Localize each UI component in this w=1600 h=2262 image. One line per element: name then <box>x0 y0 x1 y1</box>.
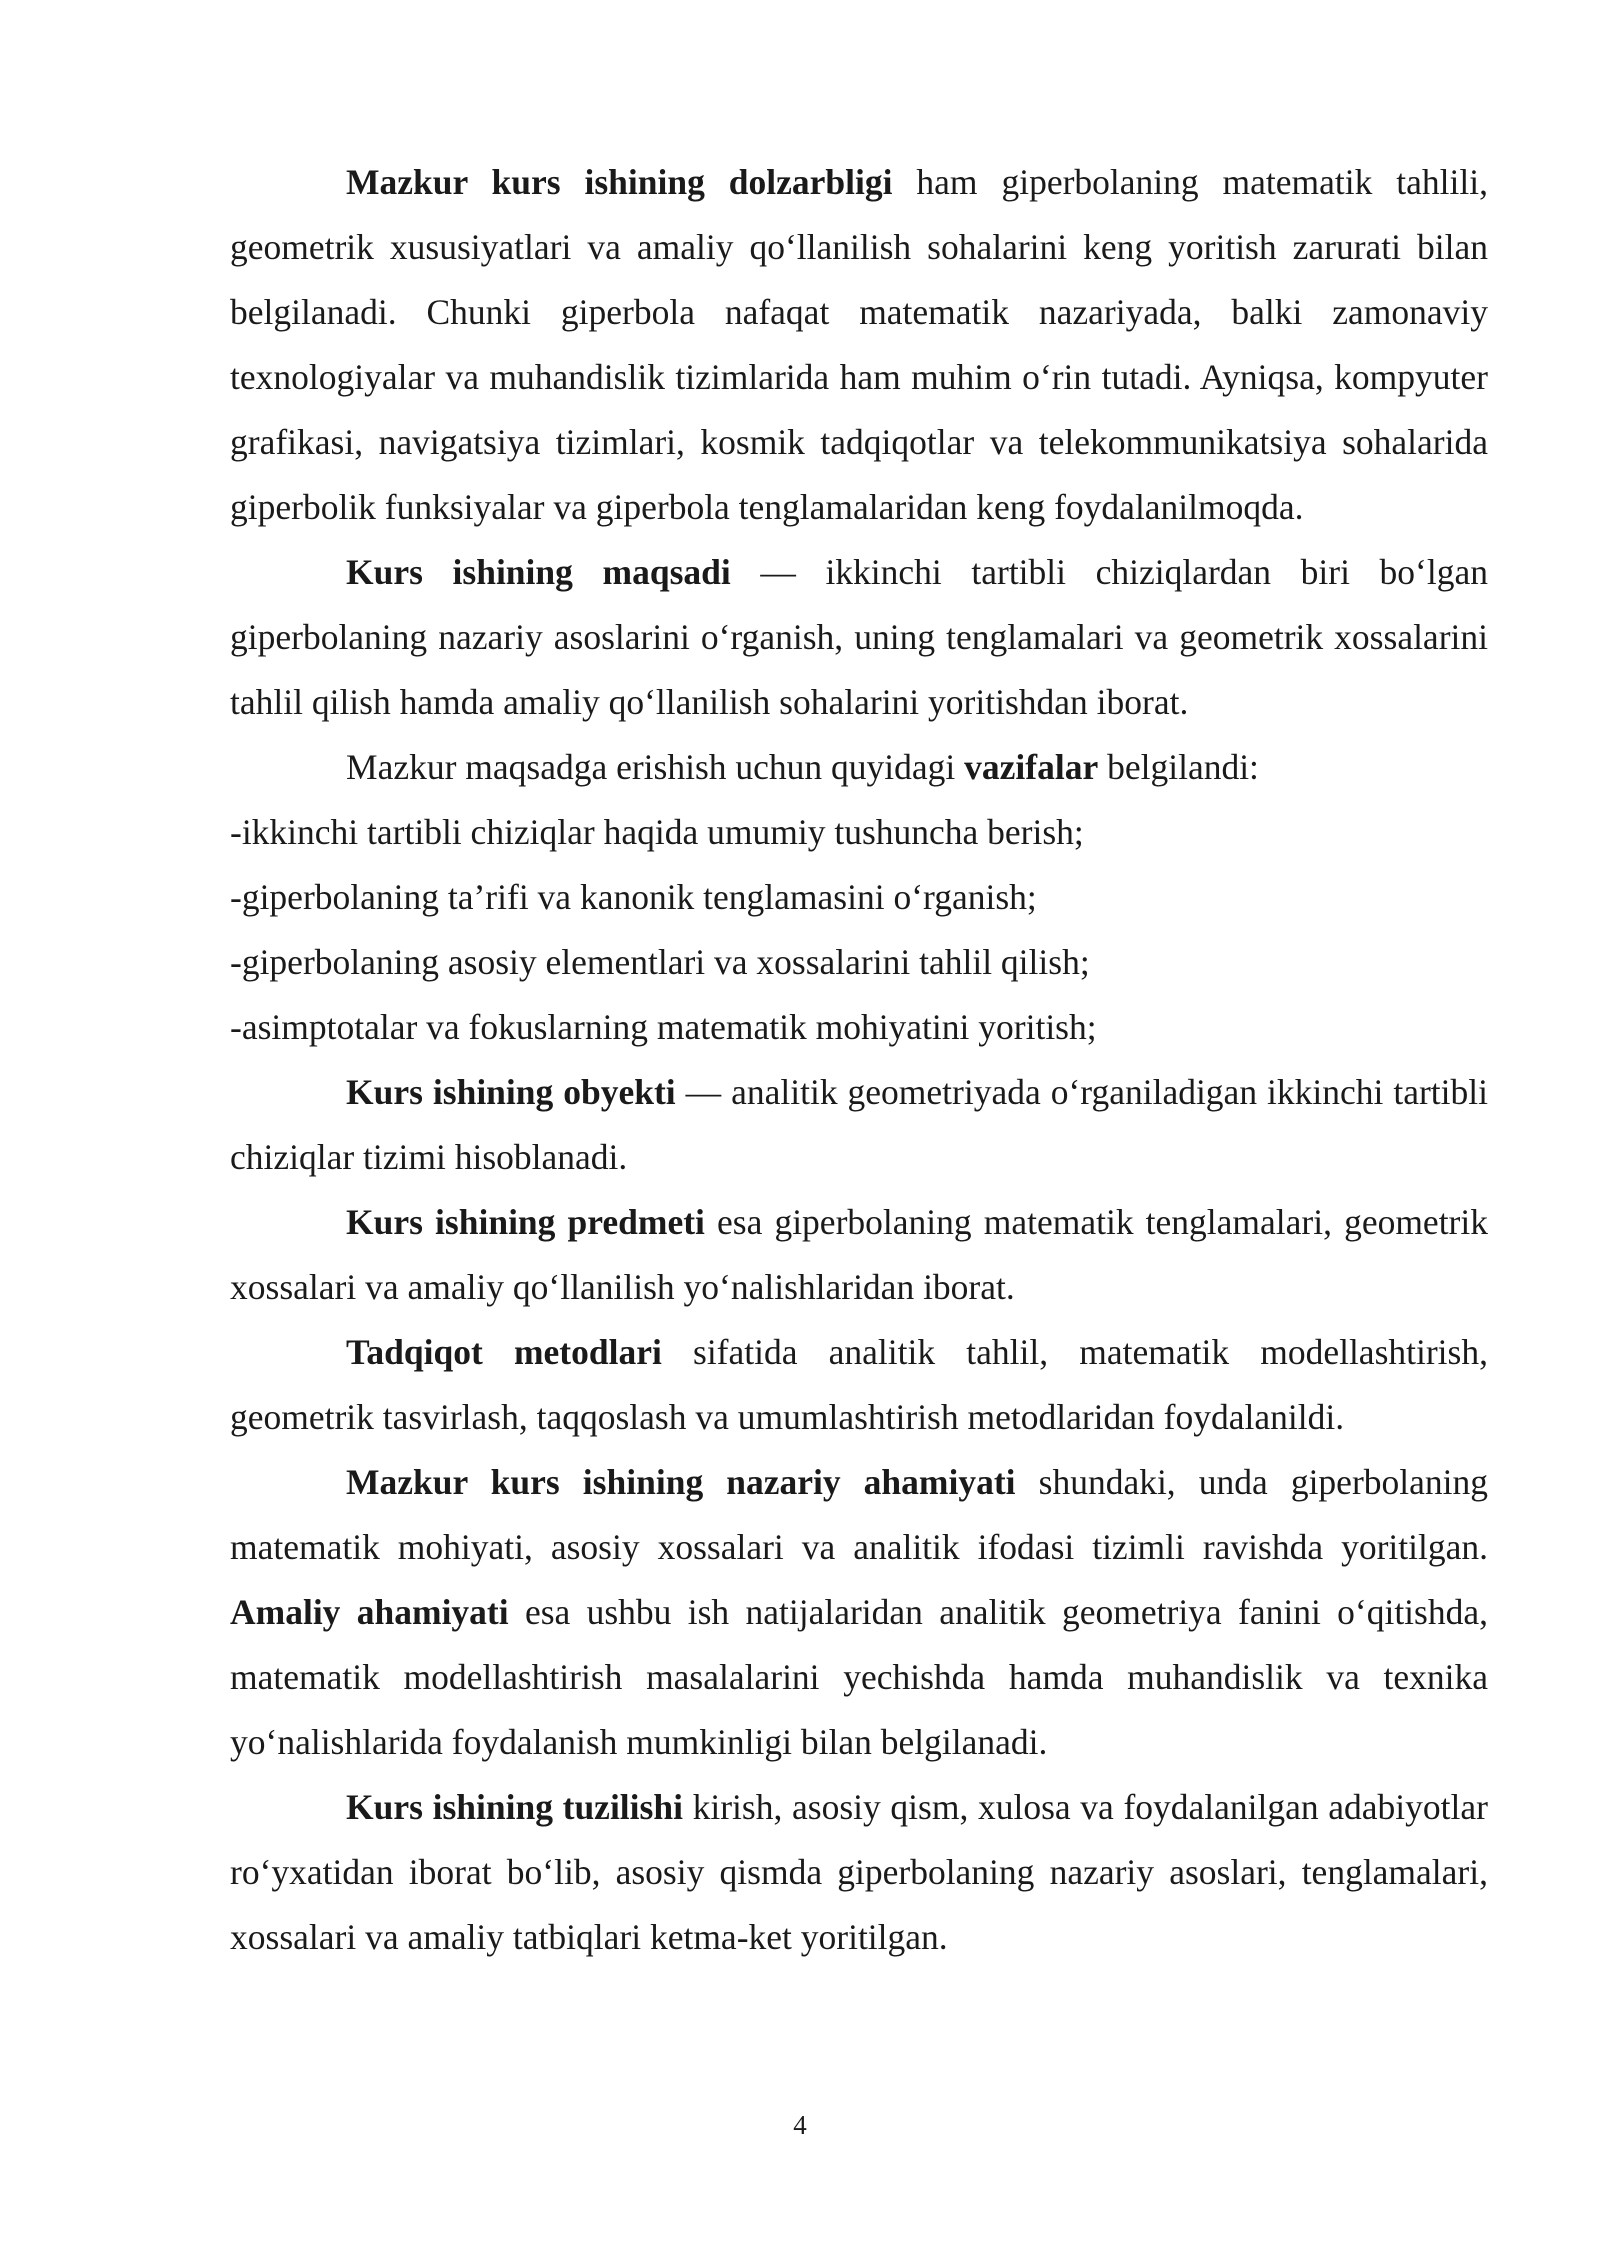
goal-heading: Kurs ishining maqsadi <box>346 552 731 592</box>
task-item: -giperbolaning asosiy elementlari va xossalarini tahlil qilish; <box>230 942 1090 982</box>
subject-heading: Kurs ishining predmeti <box>346 1202 705 1242</box>
relevance-paragraph <box>230 150 1488 540</box>
methods-heading: Tadqiqot metodlari <box>346 1332 662 1372</box>
task-item: -ikkinchi tartibli chiziqlar haqida umumiy tushuncha berish; <box>230 812 1084 852</box>
practical-significance-heading: Amaliy ahamiyati <box>230 1592 509 1632</box>
relevance-heading: Mazkur kurs ishining dolzarbligi <box>346 162 893 202</box>
tasks-intro-after: belgilandi: <box>1098 747 1259 787</box>
tasks-intro-paragraph <box>230 735 1488 800</box>
subject-text: esa giperbolaning matematik tenglamalari, geometrik xossalari va amaliy qo‘llanilish yo‘nalishlaridan iborat. <box>230 1202 1488 1307</box>
practical-significance-text: esa ushbu ish natijalaridan analitik geometriya fanini o‘qitishda, matematik modellashtirish masalalarini yechishda hamda muhandislik va texnika yo‘nalishlarida foydalanish mumkinligi bilan belgilanadi. <box>230 1592 1488 1762</box>
goal-text: — ikkinchi tartibli chiziqlardan biri bo‘lgan giperbolaning nazariy asoslarini o‘rganish, uning tenglamalari va geometrik xossalarini tahlil qilish hamda amaliy qo‘llanilish sohalarini yoritishdan iborat. <box>230 552 1488 722</box>
structure-paragraph <box>230 1775 1488 1970</box>
methods-text: sifatida analitik tahlil, matematik modellashtirish, geometrik tasvirlash, taqqoslash va umumlashtirish metodlaridan foydalanildi. <box>230 1332 1488 1437</box>
object-heading: Kurs ishining obyekti <box>346 1072 676 1112</box>
document-page <box>230 150 1488 1970</box>
task-item: -asimptotalar va fokuslarning matematik mohiyatini yoritish; <box>230 1007 1097 1047</box>
structure-heading: Kurs ishining tuzilishi <box>346 1787 683 1827</box>
relevance-text: ham giperbolaning matematik tahlili, geometrik xususiyatlari va amaliy qo‘llanilish sohalarini keng yoritish zarurati bilan belgilanadi. Chunki giperbola nafaqat matematik nazariyada, balki zamonaviy texnologiyalar va muhandislik tizimlarida ham muhim o‘rin tutadi. Ayniqsa, kompyuter grafikasi, navigatsiya tizimlari, kosmik tadqiqotlar va telekommunikatsiya sohalarida giperbolik funksiyalar va giperbola tenglamalaridan keng foydalanilmoqda. <box>230 162 1489 527</box>
theoretical-significance-text: shundaki, unda giperbolaning matematik mohiyati, asosiy xossalari va analitik ifodasi tizimli ravishda yoritilgan. <box>230 1462 1488 1567</box>
task-item: -giperbolaning ta’rifi va kanonik tenglamasini o‘rganish; <box>230 877 1037 917</box>
structure-text: kirish, asosiy qism, xulosa va foydalanilgan adabiyotlar ro‘yxatidan iborat bo‘lib, asosiy qismda giperbolaning nazariy asoslari, tenglamalari, xossalari va amaliy tatbiqlari ketma-ket yoritilgan. <box>230 1787 1488 1957</box>
tasks-intro-before: Mazkur maqsadga erishish uchun quyidagi <box>346 747 965 787</box>
significance-paragraph <box>230 1450 1488 1775</box>
subject-paragraph <box>230 1190 1488 1320</box>
object-text: — analitik geometriyada o‘rganiladigan ikkinchi tartibli chiziqlar tizimi hisoblanadi. <box>230 1072 1488 1177</box>
object-paragraph <box>230 1060 1488 1190</box>
goal-paragraph <box>230 540 1488 735</box>
tasks-heading: vazifalar <box>964 747 1099 787</box>
theoretical-significance-heading: Mazkur kurs ishining nazariy ahamiyati <box>346 1462 1016 1502</box>
page-number: 4 <box>793 2110 807 2140</box>
methods-paragraph <box>230 1320 1488 1450</box>
